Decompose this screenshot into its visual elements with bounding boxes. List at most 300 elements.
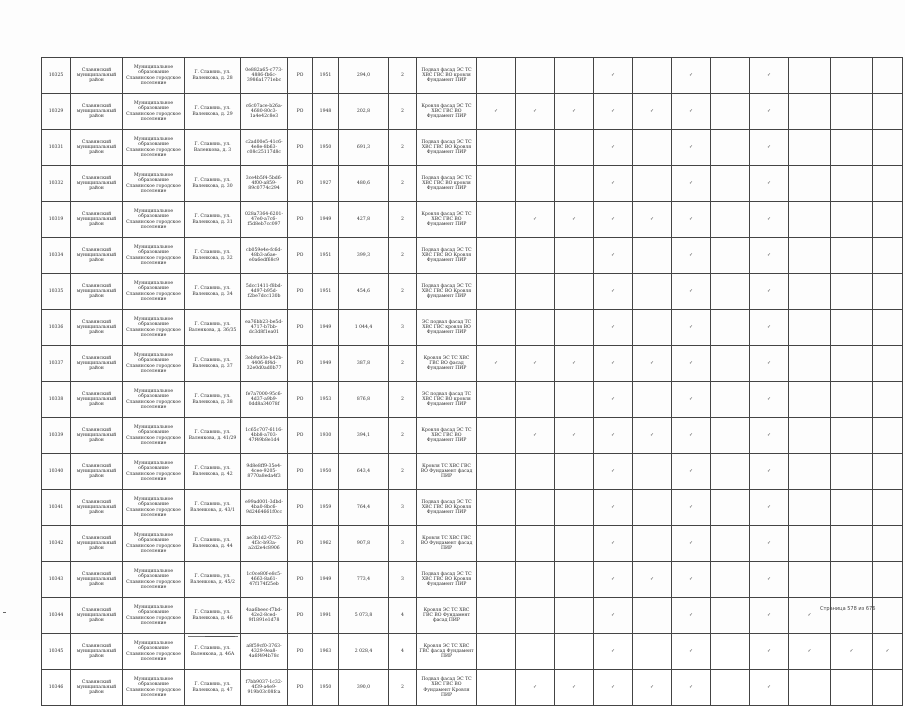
check-mark-icon: ✓	[594, 130, 633, 166]
cell-floors: 2	[389, 670, 417, 706]
empty-cell	[711, 382, 750, 418]
cell-address: Г. Славянь, ул. Валенкова, д. 28	[185, 58, 241, 94]
empty-cell	[789, 58, 831, 94]
cell-settlement: Муниципальное образование Славянское городское поселение	[123, 130, 185, 166]
check-mark-icon: ✓	[750, 526, 789, 562]
table-row	[42, 454, 903, 490]
cell-category: РО	[288, 58, 313, 94]
cell-year: 1951	[313, 58, 339, 94]
cell-floors: 2	[389, 130, 417, 166]
check-mark-icon: ✓	[633, 202, 672, 238]
check-mark-icon: ✓	[555, 670, 594, 706]
empty-cell	[516, 526, 555, 562]
cell-area: 764,4	[339, 490, 389, 526]
cell-floors: 3	[389, 526, 417, 562]
cell-district: Славянский муниципальный район	[71, 202, 123, 238]
check-mark-icon: ✓	[672, 490, 711, 526]
register-table	[41, 57, 903, 706]
empty-cell	[633, 238, 672, 274]
check-mark-icon: ✓	[594, 490, 633, 526]
empty-cell	[633, 454, 672, 490]
check-mark-icon: ✓	[477, 346, 516, 382]
cell-id: 10345	[42, 634, 71, 670]
cell-year: 1951	[313, 238, 339, 274]
empty-cell	[516, 562, 555, 598]
empty-cell	[711, 166, 750, 202]
cell-year: 1959	[313, 490, 339, 526]
cell-works: Подвал фасад ЭС ТС ХВС ГВС ВО Кровля Фундамент ПИР	[417, 562, 477, 598]
check-mark-icon: ✓	[516, 418, 555, 454]
check-mark-icon: ✓	[750, 598, 789, 634]
cell-id: 10342	[42, 526, 71, 562]
cell-settlement: Муниципальное образование Славянское городское поселение	[123, 94, 185, 130]
empty-cell	[711, 310, 750, 346]
check-mark-icon: ✓	[873, 634, 903, 670]
check-mark-icon: ✓	[672, 94, 711, 130]
table-row	[42, 130, 903, 166]
table-row	[42, 238, 903, 274]
cell-id: 10346	[42, 670, 71, 706]
empty-cell	[555, 598, 594, 634]
check-mark-icon: ✓	[594, 670, 633, 706]
table-row	[42, 382, 903, 418]
empty-cell	[873, 274, 903, 310]
check-mark-icon: ✓	[633, 346, 672, 382]
cell-year: 1962	[313, 526, 339, 562]
table-row	[42, 274, 903, 310]
empty-cell	[555, 130, 594, 166]
empty-cell	[789, 94, 831, 130]
empty-cell	[873, 454, 903, 490]
empty-cell	[516, 274, 555, 310]
cell-address: Г. Славянь, ул. Валенкова, д. 46	[185, 598, 241, 634]
empty-cell	[633, 130, 672, 166]
table-row	[42, 598, 903, 634]
cell-floors: 2	[389, 238, 417, 274]
check-mark-icon: ✓	[672, 562, 711, 598]
cell-area: 202,8	[339, 94, 389, 130]
cell-year: 1949	[313, 562, 339, 598]
empty-cell	[873, 58, 903, 94]
cell-address: Г. Славянь, ул. Валенкова, д. 30	[185, 166, 241, 202]
empty-cell	[633, 310, 672, 346]
empty-cell	[477, 490, 516, 526]
check-mark-icon: ✓	[594, 238, 633, 274]
cell-district: Славянский муниципальный район	[71, 94, 123, 130]
table-row	[42, 418, 903, 454]
check-mark-icon: ✓	[594, 598, 633, 634]
empty-cell	[477, 238, 516, 274]
empty-cell	[711, 346, 750, 382]
cell-address: Г. Славянь, ул. Валенкова, д. 36/35	[185, 310, 241, 346]
empty-cell	[477, 58, 516, 94]
check-mark-icon: ✓	[555, 202, 594, 238]
cell-guid: ae3b1d2-0752-4f3c-b93a-a2d2e4c8906	[241, 526, 288, 562]
cell-id: 10337	[42, 346, 71, 382]
check-mark-icon: ✓	[672, 418, 711, 454]
cell-category: РО	[288, 418, 313, 454]
cell-year: 1963	[313, 634, 339, 670]
empty-cell	[711, 670, 750, 706]
cell-floors: 2	[389, 58, 417, 94]
empty-cell	[831, 310, 873, 346]
check-mark-icon: ✓	[789, 598, 831, 634]
empty-cell	[477, 454, 516, 490]
cell-works: ЭС подвал фасад ТС ХВС ГВС ВО кровля Фундамент ПИР	[417, 382, 477, 418]
cell-guid: c2ad00e5-41c6-4e8e-8b63-c08c25117d8c	[241, 130, 288, 166]
empty-cell	[873, 598, 903, 634]
empty-cell	[555, 58, 594, 94]
cell-floors: 2	[389, 454, 417, 490]
empty-cell	[873, 310, 903, 346]
check-mark-icon: ✓	[555, 418, 594, 454]
cell-category: РО	[288, 382, 313, 418]
cell-works: Кровля ТС ХВС ГВС ВО Фундамент фасад ПИР	[417, 526, 477, 562]
empty-cell	[477, 598, 516, 634]
empty-cell	[831, 382, 873, 418]
empty-cell	[789, 670, 831, 706]
check-mark-icon: ✓	[750, 454, 789, 490]
empty-cell	[789, 166, 831, 202]
check-mark-icon: ✓	[672, 670, 711, 706]
empty-cell	[873, 526, 903, 562]
empty-cell	[831, 274, 873, 310]
empty-cell	[831, 670, 873, 706]
empty-cell	[873, 418, 903, 454]
empty-cell	[477, 202, 516, 238]
cell-district: Славянский муниципальный район	[71, 382, 123, 418]
empty-cell	[789, 382, 831, 418]
scan-edge-mark	[205, 636, 235, 637]
empty-cell	[831, 94, 873, 130]
empty-cell	[873, 382, 903, 418]
cell-settlement: Муниципальное образование Славянское городское поселение	[123, 418, 185, 454]
register-body	[42, 58, 903, 706]
cell-works: Кровля ЭС ТС ХВС ГВС ВО Фундамент фасад ПИР	[417, 598, 477, 634]
check-mark-icon: ✓	[516, 94, 555, 130]
cell-district: Славянский муниципальный район	[71, 526, 123, 562]
empty-cell	[789, 562, 831, 598]
empty-cell	[477, 562, 516, 598]
empty-cell	[711, 490, 750, 526]
check-mark-icon: ✓	[633, 670, 672, 706]
cell-works: Кровля ЭС ТС ХВС ГВС фасад Фундамент ПИР	[417, 634, 477, 670]
cell-works: ЭС подвал фасад ТС ХВС ГВС кровля ВО Фундамент ПИР	[417, 310, 477, 346]
cell-floors: 2	[389, 382, 417, 418]
cell-settlement: Муниципальное образование Славянское городское поселение	[123, 634, 185, 670]
empty-cell	[711, 454, 750, 490]
cell-area: 907,8	[339, 526, 389, 562]
check-mark-icon: ✓	[594, 58, 633, 94]
check-mark-icon: ✓	[672, 634, 711, 670]
cell-address: Г. Славянь, ул. Валенкова, д. 42	[185, 454, 241, 490]
check-mark-icon: ✓	[672, 346, 711, 382]
empty-cell	[477, 166, 516, 202]
cell-settlement: Муниципальное образование Славянское городское поселение	[123, 526, 185, 562]
cell-area: 480,6	[339, 166, 389, 202]
check-mark-icon: ✓	[750, 670, 789, 706]
check-mark-icon: ✓	[672, 238, 711, 274]
cell-id: 10339	[42, 418, 71, 454]
empty-cell	[831, 598, 873, 634]
table-row	[42, 634, 903, 670]
cell-address: Г. Славянь, ул. Валенкова, д. 43/1	[185, 490, 241, 526]
scan-edge-dot	[3, 612, 6, 613]
check-mark-icon: ✓	[594, 94, 633, 130]
empty-cell	[831, 454, 873, 490]
cell-works: Кровля ТС ХВС ГВС ВО Фундамент фасад ПИР	[417, 454, 477, 490]
cell-floors: 2	[389, 418, 417, 454]
check-mark-icon: ✓	[672, 598, 711, 634]
cell-district: Славянский муниципальный район	[71, 454, 123, 490]
empty-cell	[789, 130, 831, 166]
cell-works: Подвал фасад ЭС ТС ХВС ГВС ВО Кровля Фундамент ПИР	[417, 490, 477, 526]
check-mark-icon: ✓	[750, 202, 789, 238]
check-mark-icon: ✓	[750, 562, 789, 598]
empty-cell	[789, 346, 831, 382]
empty-cell	[789, 310, 831, 346]
cell-settlement: Муниципальное образование Славянское городское поселение	[123, 598, 185, 634]
cell-settlement: Муниципальное образование Славянское городское поселение	[123, 490, 185, 526]
check-mark-icon: ✓	[831, 634, 873, 670]
cell-guid: a8f59cf0-3763-4329-9ea8-4a6f494b78c	[241, 634, 288, 670]
cell-category: РО	[288, 238, 313, 274]
empty-cell	[711, 202, 750, 238]
empty-cell	[633, 58, 672, 94]
check-mark-icon: ✓	[594, 382, 633, 418]
check-mark-icon: ✓	[672, 58, 711, 94]
cell-year: 1953	[313, 382, 339, 418]
cell-id: 10332	[42, 166, 71, 202]
cell-district: Славянский муниципальный район	[71, 562, 123, 598]
cell-address: Г. Славянь, ул. Валенкова, д. 38	[185, 382, 241, 418]
cell-floors: 4	[389, 598, 417, 634]
empty-cell	[477, 670, 516, 706]
empty-cell	[831, 130, 873, 166]
check-mark-icon: ✓	[594, 274, 633, 310]
table-row	[42, 58, 903, 94]
cell-floors: 2	[389, 202, 417, 238]
cell-category: РО	[288, 346, 313, 382]
cell-address: Г. Славянь, ул. Валенкова, д. 29	[185, 94, 241, 130]
check-mark-icon: ✓	[750, 490, 789, 526]
cell-address: Г. Славянь, ул. Валенкова, д. 41/29	[185, 418, 241, 454]
cell-id: 10336	[42, 310, 71, 346]
cell-works: Подвал фасад ЭС ТС ХВС ГВС ВО кровля Фундамент ПИР	[417, 58, 477, 94]
empty-cell	[789, 490, 831, 526]
cell-address: Г. Славянь, ул. Валенкова, д. 34	[185, 274, 241, 310]
empty-cell	[633, 382, 672, 418]
check-mark-icon: ✓	[516, 670, 555, 706]
check-mark-icon: ✓	[594, 202, 633, 238]
cell-district: Славянский муниципальный район	[71, 634, 123, 670]
empty-cell	[516, 382, 555, 418]
cell-area: 427,8	[339, 202, 389, 238]
empty-cell	[555, 166, 594, 202]
empty-cell	[711, 94, 750, 130]
cell-settlement: Муниципальное образование Славянское городское поселение	[123, 58, 185, 94]
empty-cell	[873, 130, 903, 166]
cell-year: 1949	[313, 310, 339, 346]
empty-cell	[831, 238, 873, 274]
cell-district: Славянский муниципальный район	[71, 346, 123, 382]
cell-category: РО	[288, 454, 313, 490]
cell-works: Кровля фасад ЭС ТС ХВС ГВС ВО Фундамент ПИР	[417, 94, 477, 130]
cell-guid: e99ad001-3dbd-4ba0-8bc6-9d2464661f0cc	[241, 490, 288, 526]
cell-id: 10343	[42, 562, 71, 598]
cell-guid: 3eb9a93e-b42b-4406-8f4d-32e0d0ad0b77	[241, 346, 288, 382]
empty-cell	[789, 454, 831, 490]
empty-cell	[873, 670, 903, 706]
cell-works: Подвал фасад ЭС ТС ХВС ГВС ВО Кровля Фундамент ПИР	[417, 130, 477, 166]
check-mark-icon: ✓	[594, 418, 633, 454]
empty-cell	[831, 526, 873, 562]
cell-address: Г. Славянь, ул. Валенкова, д. 47	[185, 670, 241, 706]
check-mark-icon: ✓	[750, 274, 789, 310]
cell-area: 2 028,4	[339, 634, 389, 670]
empty-cell	[831, 166, 873, 202]
cell-category: РО	[288, 166, 313, 202]
empty-cell	[555, 490, 594, 526]
cell-id: 10329	[42, 94, 71, 130]
check-mark-icon: ✓	[672, 454, 711, 490]
cell-category: РО	[288, 526, 313, 562]
cell-district: Славянский муниципальный район	[71, 58, 123, 94]
table-row	[42, 94, 903, 130]
cell-floors: 2	[389, 166, 417, 202]
check-mark-icon: ✓	[672, 382, 711, 418]
empty-cell	[555, 526, 594, 562]
cell-settlement: Муниципальное образование Славянское городское поселение	[123, 238, 185, 274]
empty-cell	[831, 418, 873, 454]
cell-year: 1949	[313, 202, 339, 238]
empty-cell	[711, 634, 750, 670]
check-mark-icon: ✓	[750, 634, 789, 670]
cell-district: Славянский муниципальный район	[71, 238, 123, 274]
empty-cell	[789, 238, 831, 274]
empty-cell	[555, 382, 594, 418]
cell-area: 394,1	[339, 418, 389, 454]
empty-cell	[516, 310, 555, 346]
cell-settlement: Муниципальное образование Славянское городское поселение	[123, 202, 185, 238]
table-row	[42, 526, 903, 562]
cell-guid: 5dcc1411-f8bd-4d97-b95d-f2be7dcc130b	[241, 274, 288, 310]
empty-cell	[555, 238, 594, 274]
cell-area: 399,3	[339, 238, 389, 274]
cell-year: 1950	[313, 130, 339, 166]
check-mark-icon: ✓	[672, 274, 711, 310]
cell-category: РО	[288, 274, 313, 310]
cell-guid: fe7a7000-95c6-4d37-a9b9-0dd8a34078f	[241, 382, 288, 418]
empty-cell	[831, 58, 873, 94]
check-mark-icon: ✓	[594, 634, 633, 670]
cell-guid: 028a7364-6201-47e0-a7c6-f5d8eb7cc097	[241, 202, 288, 238]
empty-cell	[633, 526, 672, 562]
check-mark-icon: ✓	[672, 310, 711, 346]
cell-settlement: Муниципальное образование Славянское городское поселение	[123, 670, 185, 706]
cell-floors: 4	[389, 634, 417, 670]
cell-works: Кровля ЭС ТС ХВС ГВС ВО фасад Фундамент ПИР	[417, 346, 477, 382]
empty-cell	[555, 454, 594, 490]
empty-cell	[711, 58, 750, 94]
empty-cell	[711, 526, 750, 562]
cell-settlement: Муниципальное образование Славянское городское поселение	[123, 454, 185, 490]
check-mark-icon: ✓	[672, 130, 711, 166]
cell-category: РО	[288, 130, 313, 166]
empty-cell	[789, 526, 831, 562]
check-mark-icon: ✓	[672, 166, 711, 202]
cell-settlement: Муниципальное образование Славянское городское поселение	[123, 274, 185, 310]
empty-cell	[633, 490, 672, 526]
cell-works: Подвал фасад ЭС ТС ХВС ГВС ВО кровля Фундамент ПИР	[417, 166, 477, 202]
empty-cell	[555, 562, 594, 598]
cell-id: 10344	[42, 598, 71, 634]
cell-floors: 2	[389, 274, 417, 310]
cell-address: Г. Славянь, ул. Валенкова, д. 46А	[185, 634, 241, 670]
empty-cell	[633, 274, 672, 310]
cell-category: РО	[288, 490, 313, 526]
empty-cell	[477, 310, 516, 346]
check-mark-icon: ✓	[594, 346, 633, 382]
check-mark-icon: ✓	[750, 238, 789, 274]
check-mark-icon: ✓	[516, 202, 555, 238]
cell-works: Подвал фасад ЭС ТС ХВС ГВС ВО Кровля фундамент ПИР	[417, 274, 477, 310]
empty-cell	[477, 634, 516, 670]
empty-cell	[873, 490, 903, 526]
table-row	[42, 490, 903, 526]
cell-district: Славянский муниципальный район	[71, 274, 123, 310]
empty-cell	[831, 490, 873, 526]
empty-cell	[633, 598, 672, 634]
cell-guid: 1c0ce80f-e8c5-4663-8a61-47f174f25eb	[241, 562, 288, 598]
empty-cell	[873, 202, 903, 238]
check-mark-icon: ✓	[555, 346, 594, 382]
empty-cell	[711, 598, 750, 634]
cell-area: 387,8	[339, 346, 389, 382]
table-row	[42, 310, 903, 346]
cell-district: Славянский муниципальный район	[71, 418, 123, 454]
cell-id: 10334	[42, 238, 71, 274]
empty-cell	[555, 634, 594, 670]
cell-district: Славянский муниципальный район	[71, 310, 123, 346]
cell-area: 643,4	[339, 454, 389, 490]
cell-district: Славянский муниципальный район	[71, 166, 123, 202]
cell-id: 10335	[42, 274, 71, 310]
check-mark-icon: ✓	[672, 202, 711, 238]
cell-id: 10331	[42, 130, 71, 166]
empty-cell	[789, 418, 831, 454]
cell-floors: 3	[389, 562, 417, 598]
check-mark-icon: ✓	[750, 418, 789, 454]
cell-works: Подвал фасад ЭС ТС ХВС ГВС ВО Фундамент Кровля ПИР	[417, 670, 477, 706]
empty-cell	[555, 274, 594, 310]
empty-cell	[873, 346, 903, 382]
cell-district: Славянский муниципальный район	[71, 490, 123, 526]
page-footer: Страница 578 из 676	[820, 606, 876, 612]
check-mark-icon: ✓	[633, 562, 672, 598]
check-mark-icon: ✓	[594, 310, 633, 346]
empty-cell	[873, 562, 903, 598]
empty-cell	[516, 130, 555, 166]
cell-address: Г. Славянь, ул. Валенкова, д. 44	[185, 526, 241, 562]
cell-area: 773,4	[339, 562, 389, 598]
cell-guid: 0e882a65-c773-4886-fb6c-3986a1771ebc	[241, 58, 288, 94]
cell-guid: 4aa6beec-f7bd-42e2-8ced-9f1891e1d78	[241, 598, 288, 634]
check-mark-icon: ✓	[750, 166, 789, 202]
check-mark-icon: ✓	[555, 94, 594, 130]
cell-id: 10338	[42, 382, 71, 418]
empty-cell	[711, 418, 750, 454]
